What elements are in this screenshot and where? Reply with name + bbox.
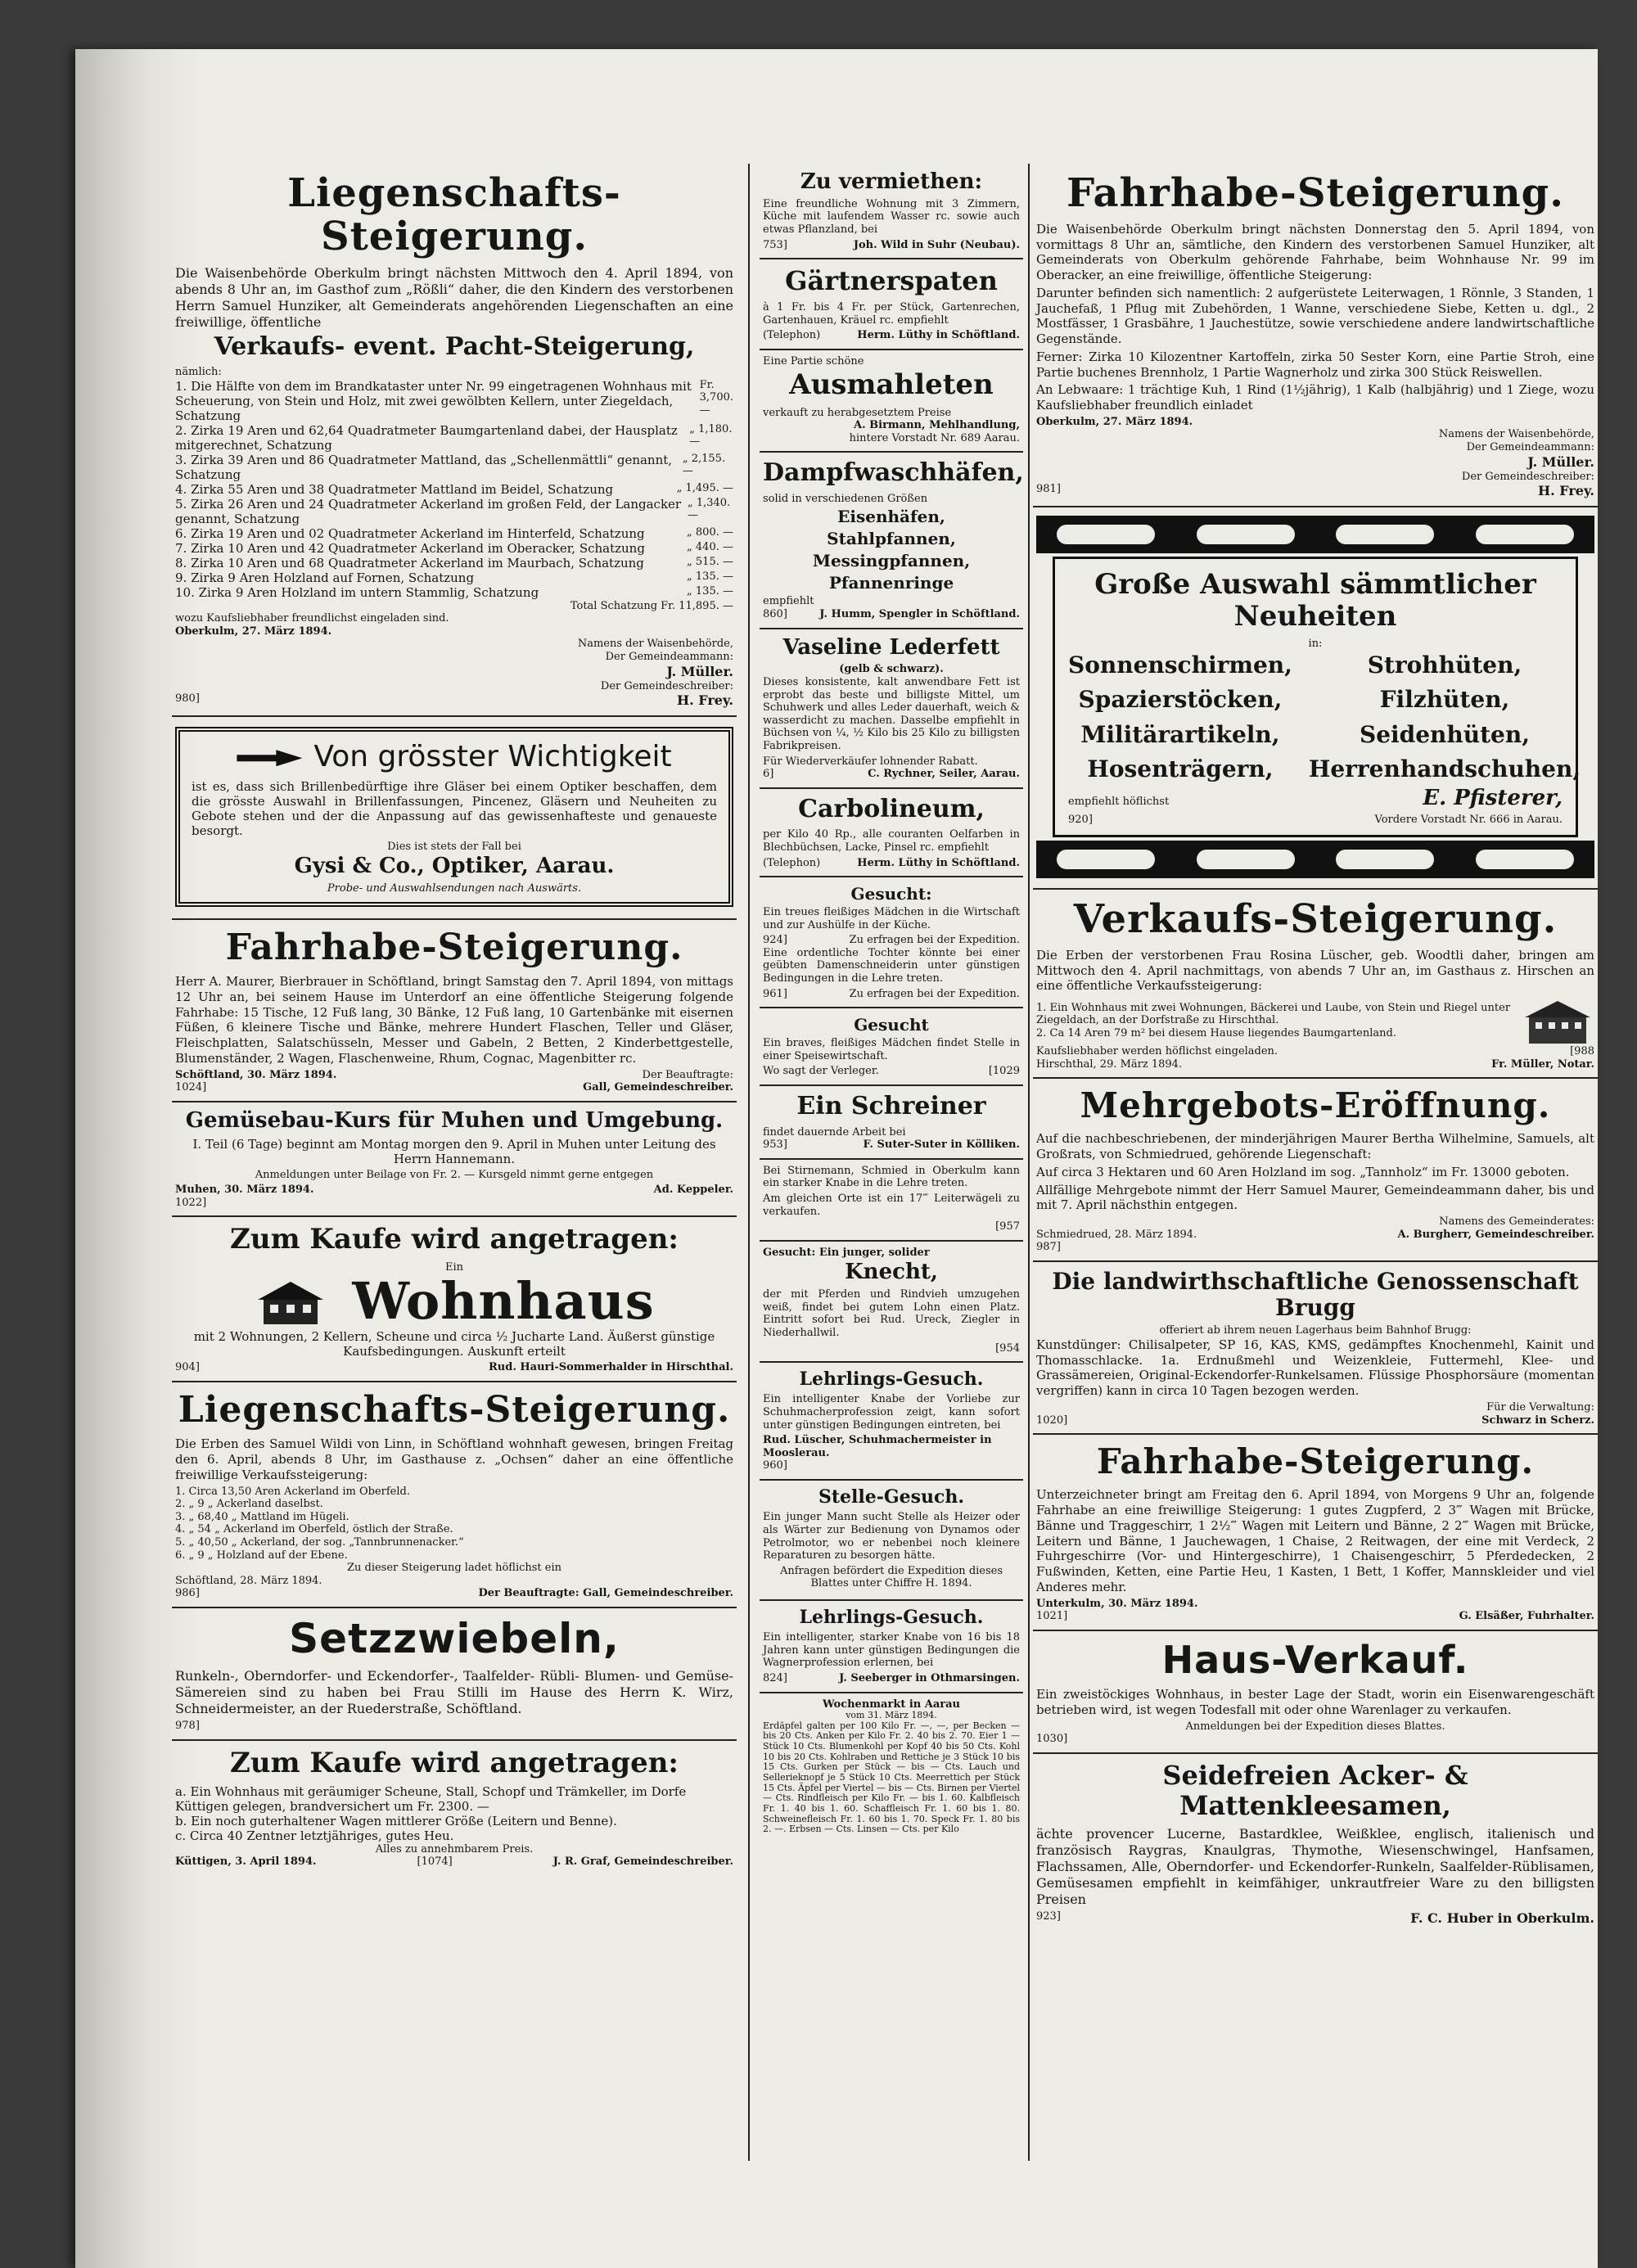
ad-body: Anfragen befördert die Expedition dieses Blattes unter Chiffre H. 1894. [779, 1564, 1003, 1590]
ad-title: Verkaufs-Steigerung. [1073, 896, 1558, 942]
ad-text: Zu dieser Steigerung ladet höflichst ein [346, 1562, 562, 1575]
place-date: Hirschthal, 29. März 1894. [1036, 1057, 1183, 1071]
ad-text: Eine Partie schöne [763, 354, 864, 367]
ad-body: ächte provencer Lucerne, Bastardklee, Weißklee, englisch, italienisch und französisch Raygras, Knaulgras, Thymothe, Wiesenschwingel, Hanfsamen, Flachssamen, Alle, Oberndorfer- und Eckendorfer-Runkeln, Saalfelder-Rüblisamen, Gemüsesamen empfiehlt in keimfähiger, unkrautfreier Ware zu den billigsten Preisen [1036, 1825, 1594, 1907]
column-rule [748, 164, 750, 2161]
ad-fahrhabe-steigerung-oberkulm [1033, 164, 1598, 507]
ad-body: der mit Pferden und Rindvieh umzugehen weiß, findet bei gutem Lohn einen Platz. Eintritt sofort bei Rud. Ureck, Ziegler in Niederhallwil. [763, 1288, 1020, 1339]
ad-gemuesebau-kurs [172, 1102, 737, 1218]
ad-liegenschafts-steigerung-schoeftland [172, 1382, 737, 1608]
ad-title: Zum Kaufe wird angetragen: [230, 1746, 679, 1779]
ad-number: 1022] [175, 1196, 207, 1209]
list-item: Strohhüten, [1367, 651, 1522, 679]
ad-stelle-gesuch [760, 1481, 1023, 1601]
ad-mehrgebots-eroeffnung [1033, 1079, 1598, 1262]
firm-name: E. Pfisterer, [1423, 785, 1563, 810]
firm-name: Gysi & Co., Optiker, Aarau. [294, 854, 615, 879]
list-item: 2. Zirka 19 Aren und 62,64 Quadratmeter Baumgartenland dabei, der Hausplatz mitgerechnet, Schatzung „ 1,180. — [175, 422, 733, 453]
ad-title: Gesucht: [850, 884, 932, 904]
decorative-border [1036, 841, 1594, 878]
ad-body: Kunstdünger: Chilisalpeter, SP 16, KAS, KMS, gedämpftes Knochenmehl, Kainit und Thomasschlacke. 1a. Erdnußmehl und Weizenkleie, Futtermehl, Klee- und Grassämereien, Original-Eckendorfer-Runkelsamen. Flüssige Phosphorsäure (momentan vergriffen) kann in circa 10 Tagen bezogen werden. [1036, 1337, 1594, 1399]
ad-title: Wochenmarkt in Aarau [822, 1698, 961, 1711]
firm-address: Vordere Vorstadt Nr. 666 in Aarau. [1374, 814, 1563, 827]
list-item: Stahlpfannen, [827, 529, 956, 549]
ad-body: Auf circa 3 Hektaren und 60 Aren Holzland im sog. „Tannholz“ im Fr. 13000 geboten. [1036, 1164, 1570, 1179]
decorative-border [1036, 516, 1594, 553]
signature-name: J. Müller. [666, 663, 733, 679]
list-item: 6. Zirka 19 Aren und 02 Quadratmeter Ackerland im Hinterfeld, Schatzung „ 800. — [175, 525, 733, 541]
ad-title: Lehrlings-Gesuch. [799, 1368, 984, 1391]
firm-name: Rud. Hauri-Sommerhalder in Hirschthal. [489, 1361, 733, 1374]
ad-number: 980] [175, 692, 200, 706]
ad-wohnhaus-hirschthal [172, 1217, 737, 1382]
ad-title: Mehrgebots-Eröffnung. [1080, 1085, 1551, 1126]
ad-body: ist es, dass sich Brillenbedürftige ihre Gläser bei einem Optiker beschaffen, dem die grösste Auswahl in Brillenfassungen, Pincenez, Gläsern und Neuheiten zu Gebote stehen und der die Anpassung auf das gewissenhafteste und genaueste besorgt. [192, 778, 717, 838]
house-illustration-icon [254, 1277, 327, 1326]
signature-name: J. R. Graf, Gemeindeschreiber. [552, 1855, 733, 1869]
list-item: Eisenhäfen, [837, 507, 945, 527]
ad-body: à 1 Fr. bis 4 Fr. per Stück, Gartenrechen, Gartenhauen, Kräuel rc. empfiehlt [763, 301, 1020, 327]
ad-gaertnerspaten [760, 259, 1023, 350]
firm-name: J. Humm, Spengler in Schöftland. [819, 608, 1020, 620]
list-item: 10. Zirka 9 Aren Holzland im untern Stammlig, Schatzung „ 135. — [175, 584, 733, 600]
ad-body: Ein braves, fleißiges Mädchen findet Stelle in einer Speisewirtschaft. [763, 1037, 1020, 1062]
ad-title: Liegenschafts-Steigerung. [287, 170, 621, 259]
ad-title: Fahrhabe-Steigerung. [225, 926, 683, 968]
signature-name: Der Beauftragte: Gall, Gemeindeschreiber. [478, 1587, 733, 1600]
list-item: 3. Zirka 39 Aren und 86 Quadratmeter Mattland, das „Schellenmättli“ genannt, Schatzung „ 2,155. — [175, 452, 726, 482]
ad-number: 860] [763, 608, 787, 620]
property-list [175, 379, 733, 600]
ad-number: 981] [1036, 483, 1061, 496]
ad-body: Die Erben der verstorbenen Frau Rosina Lüscher, geb. Woodtli daher, bringen am Mittwoch den 4. April nachmittags, von abends 7 Uhr an, im Gasthaus z. Hirschen an eine öffentliche Verkaufssteigerung: [1036, 947, 1594, 994]
house-illustration-icon [1521, 996, 1594, 1045]
wochenmarkt-aarau [760, 1693, 1023, 1844]
ad-number: 978] [175, 1719, 200, 1732]
ad-number: 986] [175, 1587, 200, 1600]
firm-name: Herm. Lüthy in Schöftland. [857, 329, 1020, 342]
list-item: Messingpfannen, [812, 551, 971, 571]
place-date: Küttigen, 3. April 1894. [175, 1855, 317, 1869]
list-item: 4. Zirka 55 Aren und 38 Quadratmeter Mattland im Beidel, Schatzung „ 1,495. — [175, 481, 733, 497]
ad-body: Herr A. Maurer, Bierbrauer in Schöftland, bringt Samstag den 7. April 1894, von mittags 12 Uhr an, bei seinem Hause im Unterdorf an eine öffentliche Steigerung folgende Fahrhabe: 15 Tische, 12 Fuß lang, 30 Bänke, 12 Fuß lang, 10 Gartenbänke mit eisernen Füßen, 6 kleinere Tische und Bänke, mehrere Hundert Flaschen, Teller und Gläser, Fleischplatten, Salatschüsseln, Messer und Gabeln, 2 Betten, 2 Kinderbettgestelle, Blumenständer, 2 Wagen, Flaschenweine, Rhum, Cognac, Magenbitter rc. [175, 974, 733, 1066]
ad-title: Fahrhabe-Steigerung. [1067, 170, 1564, 216]
ad-number: 961] [763, 987, 787, 1000]
ad-number: 1030] [1036, 1733, 1068, 1746]
signature-line: Der Beauftragte: [642, 1068, 733, 1081]
ad-number: 904] [175, 1361, 200, 1374]
signature-line: Der Gemeindeschreiber: [600, 679, 733, 692]
column-right [1033, 164, 1598, 1933]
ad-stirnemann [760, 1160, 1023, 1242]
ad-body: I. Teil (6 Tage) beginnt am Montag morgen den 9. April in Muhen unter Leitung des Herrn Hannemann. [192, 1136, 716, 1166]
signature-name: G. Elsäßer, Fuhrhalter. [1459, 1610, 1594, 1623]
ad-haus-verkauf [1033, 1631, 1598, 1754]
list-item: Pfannenringe [828, 573, 954, 593]
ad-title: Gemüsebau-Kurs für Muhen und Umgebung. [185, 1107, 724, 1133]
list-item: Filzhüten, [1379, 686, 1510, 714]
ad-kleesamen-huber [1033, 1754, 1598, 1933]
ad-gesucht-maedchen [760, 877, 1023, 1008]
signature-name: Schwarz in Scherz. [1481, 1414, 1594, 1427]
ad-body: An Lebwaare: 1 trächtige Kuh, 1 Rind (1½jährig), 1 Kalb (halbjährig) und 1 Ziege, wozu Kaufsliebhaber freundlich einladet [1036, 382, 1594, 413]
ad-body: Unterzeichneter bringt am Freitag den 6. April 1894, von Morgens 9 Uhr an, folgende Fahrhabe an eine freiwillige Steigerung: 1 gutes Zugpferd, 2 3‴ Wagen mit Brücke, Bänne und Traggeschirr, 1 2½‴ Wagen mit Leitern und Bänne, 2 2‴ Wagen mit Brücke, Leitern und Bänne, 1 Jauchewagen, 1 Chaise, 2 Reitwagen, der eine mit Verdeck, 2 Fuhrgeschirre (Vor- und Hintergeschirre), 1 Chaisengeschirr, 5 Pferdedecken, 2 Fußwinden, Ketten, eine Partie Heu, 1 Kasten, 1 Bett, 1 Koffer, Mannskleider und viel Anderes mehr. [1036, 1487, 1594, 1594]
list-item: 5. „ 40,50 „ Ackerland, der sog. „Tannbrunnenacker.“ [175, 1535, 464, 1549]
column-left [172, 164, 737, 1875]
ad-ausmahleten [760, 350, 1023, 453]
ad-headline: Wohnhaus [352, 1271, 655, 1332]
list-item: 6. „ 9 „ Holzland auf der Ebene. [175, 1549, 348, 1562]
ad-number: 1024] [175, 1081, 207, 1094]
ad-body: Runkeln-, Oberndorfer- und Eckendorfer-, Taalfelder- Rübli- Blumen- und Gemüse-Sämereien sind zu haben bei Frau Stilli im Hause des Herrn K. Wirz, Schneidermeister, an der Ruederstraße, Schöftland. [175, 1667, 733, 1716]
place-date: Muhen, 30. März 1894. [175, 1184, 314, 1197]
ad-body: Ein zweistöckiges Wohnhaus, in bester Lage der Stadt, worin ein Eisenwarengeschäft betrieben wird, ist wegen Todesfall mit oder ohne Warenlager zu verkaufen. [1036, 1687, 1594, 1718]
ad-fahrhabe-steigerung-schoeftland [172, 920, 737, 1102]
ad-body: Ein junger Mann sucht Stelle als Heizer oder als Wärter zur Bedienung von Dynamos oder Petrolmotor, wo er nebenbei noch kleinere Reparaturen zu besorgen hätte. [763, 1511, 1020, 1562]
ad-note: (Telephon) [763, 856, 821, 869]
ad-body: Bei Stirnemann, Schmied in Oberkulm kann ein starker Knabe in die Lehre treten. [763, 1164, 1020, 1190]
signature-line: Namens des Gemeinderates: [1439, 1215, 1594, 1229]
list-item: 1. Circa 13,50 Aren Ackerland im Oberfeld. [175, 1485, 410, 1498]
ad-vaseline-lederfett [760, 629, 1023, 789]
ad-title: Große Auswahl sämmtlicher Neuheiten [1094, 568, 1536, 634]
signature-line: Der Gemeindeschreiber: [1461, 470, 1594, 483]
ad-title: Knecht, [845, 1260, 938, 1285]
ad-title: Dampfwaschhäfen, [763, 458, 1024, 488]
ad-number: 6] [763, 768, 774, 781]
signature-line: Für die Verwaltung: [1486, 1400, 1594, 1414]
ad-title: Gesucht [854, 1015, 929, 1035]
column-middle [760, 164, 1023, 1844]
signature-name: H. Frey. [677, 692, 733, 709]
ad-genossenschaft-brugg [1033, 1262, 1598, 1435]
ad-title: Liegenschafts-Steigerung. [178, 1388, 731, 1431]
ad-body: Ein intelligenter Knabe der Vorliebe zur Schuhmacherprofession zeigt, kann sofort unter günstigen Bedingungen eintreten, bei [763, 1393, 1020, 1432]
ad-title: Vaseline Lederfett [782, 634, 1000, 660]
ad-body: Anmeldungen unter Beilage von Fr. 2. — Kursgeld nimmt gerne entgegen [255, 1168, 654, 1181]
place-date: Schmiedrued, 28. März 1894. [1036, 1228, 1197, 1241]
list-item: 7. Zirka 10 Aren und 42 Quadratmeter Ackerland im Oberacker, Schatzung „ 440. — [175, 540, 733, 556]
ad-number: 987] [1036, 1241, 1061, 1254]
ad-title: Fahrhabe-Steigerung. [1096, 1441, 1535, 1482]
ad-liegenschafts-steigerung-oberkulm [172, 164, 737, 717]
ad-zu-vermiethen [760, 164, 1023, 259]
ad-body: Die Erben des Samuel Wildi von Linn, in Schöftland wohnhaft gewesen, bringen Freitag den 6. April, abends 8 Uhr, im Gasthause z. „Ochsen“ daher an eine öffentliche freiwillige Verkaufssteigerung: [175, 1436, 733, 1482]
list-item: Spazierstöcken, [1078, 686, 1283, 714]
ad-body: findet dauernde Arbeit bei [763, 1125, 906, 1139]
list-item: 9. Zirka 9 Aren Holzland auf Fornen, Schatzung „ 135. — [175, 570, 733, 585]
ad-number: 824] [763, 1671, 787, 1684]
signature-name: Ad. Keppeler. [653, 1184, 733, 1197]
ad-body: Eine ordentliche Tochter könnte bei einer geübten Damenschneiderin unter günstigen Bedingungen in die Lehre treten. [763, 946, 1020, 985]
firm-name: Herm. Lüthy in Schöftland. [857, 856, 1020, 869]
ad-text: empfiehlt höflichst [1068, 795, 1170, 808]
ad-subtitle: Verkaufs- event. Pacht-Steigerung, [214, 331, 695, 361]
ad-carbolineum [760, 789, 1023, 877]
ad-text: nämlich: [175, 366, 222, 379]
list-item: 3. „ 68,40 „ Mattland im Hügeli. [175, 1510, 349, 1523]
ad-number: 753] [763, 238, 787, 251]
ad-gesucht-speisewirtschaft [760, 1008, 1023, 1086]
ad-setzzwiebeln [172, 1608, 737, 1741]
ad-text: Gesucht: Ein junger, solider [763, 1246, 930, 1259]
ad-body: mit 2 Wohnungen, 2 Kellern, Scheune und circa ½ Jucharte Land. Äußerst günstige Kaufsbedingungen. Auskunft erteilt [193, 1329, 715, 1359]
place-date: Schöftland, 30. März 1894. [175, 1068, 337, 1081]
signature-line: Namens der Waisenbehörde, [577, 638, 733, 651]
list-item: 1. Ein Wohnhaus mit zwei Wohnungen, Bäckerei und Laube, von Stein und Riegel unter Ziegeldach, an der Dorfstraße zu Hirschthal. [1036, 1001, 1511, 1027]
ad-body: Allfällige Mehrgebote nimmt der Herr Samuel Maurer, Gemeindeammann daher, bis und mit 7. April nächsthin entgegen. [1036, 1182, 1594, 1213]
ad-title: Zum Kaufe wird angetragen: [230, 1223, 679, 1256]
ad-title: Seidefreien Acker- & Mattenkleesamen, [1162, 1760, 1468, 1821]
signature-name: Gall, Gemeindeschreiber. [583, 1081, 733, 1094]
ad-title: Carbolineum, [798, 794, 985, 823]
ad-note: Zu erfragen bei der Expedition. [849, 987, 1020, 1000]
signature-name: H. Frey. [1538, 483, 1594, 499]
ad-number: [988 [1570, 1045, 1594, 1058]
signature-line: Namens der Waisenbehörde, [1438, 428, 1594, 441]
signature-name: Fr. Müller, Notar. [1491, 1057, 1594, 1071]
ad-body: Darunter befinden sich namentlich: 2 aufgerüstete Leiterwagen, 1 Rönnle, 3 Standen, 1 Jauchefaß, 1 Pflug mit Zubehörden, 1 Wanne, verschiedene Siebe, Ketten u. dgl., 2 Mostfässer, 1 Grasbähre, 1 Jauchestütze, sowie verschiedene andere landwirtschaftliche Gegenstände. [1036, 285, 1594, 347]
firm-name: Rud. Lüscher, Schuhmachermeister in Mooslerau. [763, 1434, 992, 1459]
list-item: Sonnenschirmen, [1068, 651, 1292, 679]
firm-name: F. Suter-Suter in Kölliken. [863, 1139, 1020, 1152]
ad-note: (Telephon) [763, 329, 821, 342]
ad-title: Stelle-Gesuch. [818, 1486, 965, 1508]
signature-name: A. Burgherr, Gemeindeschreiber. [1397, 1228, 1594, 1241]
ad-number: 920] [1068, 814, 1093, 827]
ad-title: Lehrlings-Gesuch. [799, 1606, 984, 1628]
ad-number: [1029 [988, 1065, 1020, 1078]
ad-text: in: [1308, 638, 1323, 651]
firm-name: Joh. Wild in Suhr (Neubau). [853, 238, 1020, 251]
ad-title: Gärtnerspaten [785, 265, 998, 297]
ad-note: Anmeldungen bei der Expedition dieses Blattes. [1185, 1720, 1445, 1733]
ad-body: Ferner: Zirka 10 Kilozentner Kartoffeln, zirka 50 Sester Korn, eine Partie Stroh, eine Partie buchenes Brennholz, 1 Partie Wagnerholz und zirka 300 Stück Reiswellen. [1036, 349, 1594, 380]
ad-optiker-gysi [172, 717, 737, 919]
ad-body: Am gleichen Orte ist ein 17‴ Leiterwägeli zu verkaufen. [763, 1192, 1020, 1218]
firm-name: C. Rychner, Seiler, Aarau. [868, 768, 1020, 781]
ad-zum-kaufe-kuettigen [172, 1741, 737, 1875]
ad-number: 960] [763, 1459, 787, 1472]
ad-fahrhabe-steigerung-unterkulm [1033, 1435, 1598, 1631]
ad-title: Ein Schreiner [796, 1092, 986, 1121]
firm-name: F. C. Huber in Oberkulm. [1410, 1910, 1594, 1926]
firm-address: hintere Vorstadt Nr. 689 Aarau. [849, 431, 1020, 444]
ad-title: Ausmahleten [789, 368, 994, 402]
ad-schreiner [760, 1086, 1023, 1160]
ad-body: Ein treues fleißiges Mädchen in die Wirtschaft und zur Aushülfe in der Küche. [763, 906, 1020, 931]
ad-subtitle: offeriert ab ihrem neuen Lagerhaus beim Bahnhof Brugg: [1159, 1324, 1472, 1337]
ad-number: [954 [995, 1341, 1020, 1355]
list-item: 5. Zirka 26 Aren und 24 Quadratmeter Ackerland im großen Feld, der Langacker genannt, Schatzung „ 1,340. — [175, 496, 731, 526]
ad-body: Auf die nachbeschriebenen, der minderjährigen Maurer Bertha Wilhelmine, Samuels, alt Großrats, von Schmiedrued, gehörende Liegenschaft: [1036, 1131, 1594, 1162]
total: Total Schatzung Fr. 11,895. — [570, 599, 733, 612]
ad-body: Ein intelligenter, starker Knabe von 16 bis 18 Jahren kann unter günstigen Bedingungen die Wagnerprofession erlernen, bei [763, 1631, 1020, 1670]
list-item: Hosenträgern, [1087, 755, 1274, 783]
list-item: Herrenhandschuhen, [1308, 755, 1581, 783]
ad-text: Kaufsliebhaber werden höflichst eingeladen. [1036, 1045, 1278, 1058]
list-item: Militärartikeln, [1080, 720, 1280, 748]
ad-text: Dies ist stets der Fall bei [387, 840, 521, 853]
ad-number: [1074] [417, 1855, 453, 1869]
ad-title: Setzzwiebeln, [289, 1614, 620, 1662]
list-item: 1. Die Hälfte von dem im Brandkataster unter Nr. 99 eingetragenen Wohnhaus mit Scheuerung, von Stein und Holz, mit zwei gewölbten Kellern, unter Ziegeldach, Schatzung Fr. 3,700. — [175, 378, 734, 423]
ad-body: Die Waisenbehörde Oberkulm bringt nächsten Mittwoch den 4. April 1894, von abends 8 Uhr an, im Gasthof zum „Rößli“ daher, die den Kindern des verstorbenen Herrn Samuel Hunziker, alt Gemeinderats angehörenden Liegenschaften an eine freiwillige, öffentliche [175, 264, 733, 330]
ad-text: empfiehlt [763, 595, 814, 608]
ad-body: Dieses konsistente, kalt anwendbare Fett ist erprobt das beste und billigste Mittel, um Schuhwerk und alles Leder dauerhaft, weich & wasserdicht zu machen. Dasselbe empfiehlt in Büchsen von ¼, ½ Kilo bis 25 Kilo zu billigsten Fabrikpreisen. [763, 676, 1020, 753]
ad-verkaufs-steigerung-hirschthal [1033, 890, 1598, 1079]
firm-name: J. Seeberger in Othmarsingen. [839, 1671, 1020, 1684]
ad-number: 923] [1036, 1910, 1061, 1923]
ad-body: verkauft zu herabgesetztem Preise [763, 406, 952, 419]
ad-title: Haus-Verkauf. [1161, 1637, 1469, 1682]
signature-line: Der Gemeindeammann: [605, 651, 733, 664]
ad-number: 924] [763, 934, 787, 947]
list-item: Seidenhüten, [1359, 720, 1530, 748]
ad-lehrlings-gesuch-wagner [760, 1601, 1023, 1693]
place-date: Oberkulm, 27. März 1894. [175, 624, 332, 638]
ad-title: Zu vermiethen: [800, 169, 983, 194]
ad-body: Eine freundliche Wohnung mit 3 Zimmern, Küche mit laufendem Wasser rc. sowie auch etwas Pflanzland, bei [763, 197, 1020, 237]
ad-text: Alles zu annehmbarem Preis. [375, 1842, 534, 1855]
ad-note: Wo sagt der Verleger. [763, 1065, 879, 1078]
column-rule [1028, 164, 1030, 2161]
place-date: Unterkulm, 30. März 1894. [1036, 1597, 1198, 1610]
ad-body: Die Waisenbehörde Oberkulm bringt nächsten Donnerstag den 5. April 1894, von vormittags 8 Uhr an, sämtliche, den Kindern des verstorbenen Samuel Hunziker, alt Gemeinderats von Oberkulm gehörende Fahrhabe, beim Wohnhause Nr. 99 im Oberacker, an eine freiwillige, öffentliche Steigerung: [1036, 221, 1594, 283]
ad-dampfwaschhaefen [760, 453, 1023, 629]
ad-subtitle: (gelb & schwarz). [839, 663, 944, 676]
ad-number: [957 [995, 1220, 1020, 1233]
ad-body: per Kilo 40 Rp., alle couranten Oelfarben in Blechbüchsen, Lacke, Pinsel rc. empfiehlt [763, 828, 1020, 854]
list-item: 4. „ 54 „ Ackerland im Oberfeld, östlich der Straße. [175, 1523, 453, 1536]
signature-line: Der Gemeindeammann: [1466, 440, 1594, 453]
ad-note: Probe- und Auswahlsendungen nach Auswärts. [327, 882, 582, 895]
ad-number: 1021] [1036, 1610, 1068, 1623]
list-item: c. Circa 40 Zentner letztjähriges, gutes Heu. [175, 1828, 454, 1843]
place-date: Schöftland, 28. März 1894. [175, 1574, 322, 1587]
ad-title: Die landwirthschaftliche Genossenschaft Brugg [1052, 1267, 1579, 1322]
firm-name: A. Birmann, Mehlhandlung, [854, 419, 1020, 432]
ad-text: wozu Kaufsliebhaber freundlichst eingeladen sind. [175, 612, 449, 625]
ad-number: 953] [763, 1139, 787, 1152]
ad-lehrlings-gesuch-schuhmacher [760, 1363, 1023, 1481]
market-prices: Erdäpfel galten per 100 Kilo Fr. —, —, per Becken — bis 20 Cts. Anken per Kilo Fr. 2. 40 bis 2. 70. Eier 1 — Stück 10 Cts. Blumenkohl per Kopf 40 bis 50 Cts. Kohl 10 bis 20 Cts. Kohlraben und Rettiche je 3 Stück 10 bis 15 Cts. Gurken per Stück — bis — Cts. Lauch und Sellerieknopf je 5 Stück 10 Cts. Meerrettich per Stück 15 Cts. Äpfel per Viertel — bis — Cts. Birnen per Viertel — Cts. Rindfleisch per Kilo Fr. — bis 1. 60. Kalbfleisch Fr. 1. 40 bis 1. 60. Schaffleisch Fr. 1. 60 bis 1. 80. Schweinefleisch Fr. 1. 60 bis 1. 70. Speck Fr. 1. 80 bis 2. —. Erbsen — Cts. Linsen — Cts. per Kilo [763, 1720, 1020, 1835]
pointing-hand-icon [237, 750, 302, 766]
ad-knecht [760, 1242, 1023, 1363]
signature-name: J. Müller. [1527, 453, 1594, 470]
place-date: Oberkulm, 27. März 1894. [1036, 415, 1193, 428]
ad-title: Von grösster Wichtigkeit [313, 740, 672, 774]
ad-text: Ein [444, 1260, 464, 1274]
list-item: 8. Zirka 10 Aren und 68 Quadratmeter Ackerland im Maurbach, Schatzung „ 515. — [175, 555, 733, 570]
ad-text: Für Wiederverkäufer lohnender Rabatt. [763, 755, 978, 768]
list-item: 2. „ 9 „ Ackerland daselbst. [175, 1498, 323, 1511]
ad-note: Zu erfragen bei der Expedition. [849, 934, 1020, 947]
place-date: vom 31. März 1894. [846, 1710, 937, 1721]
list-item: 2. Ca 14 Aren 79 m² bei diesem Hause liegendes Baumgartenland. [1036, 1026, 1396, 1039]
ad-number: 1020] [1036, 1414, 1068, 1427]
ad-pfisterer-neuheiten [1033, 507, 1598, 890]
list-item: a. Ein Wohnhaus mit geräumiger Scheune, Stall, Schopf und Trämkeller, im Dorfe Küttigen gelegen, brandversichert um Fr. 2300. — [175, 1783, 687, 1814]
ad-body: solid in verschiedenen Größen [763, 492, 928, 505]
list-item: b. Ein noch guterhaltener Wagen mittlerer Größe (Leitern und Benne). [175, 1813, 617, 1828]
